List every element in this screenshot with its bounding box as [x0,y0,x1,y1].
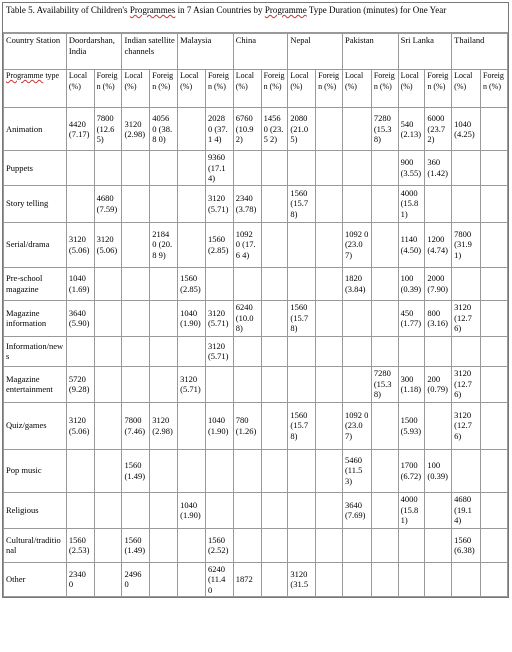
data-cell [94,336,122,366]
data-cell [178,562,206,597]
station-header: Indian satellite channels [122,34,178,70]
data-cell [342,366,371,402]
table-row [4,267,508,300]
data-cell [316,402,343,449]
row-label: Religious [4,492,67,528]
row-label: Pre-school magazine [4,267,67,300]
data-cell [150,151,178,186]
table-frame [2,2,509,598]
data-cell [178,336,206,366]
data-cell [481,528,508,562]
data-cell [288,222,316,267]
data-cell [261,528,288,562]
data-cell: 1560 (1.49) [122,449,150,492]
data-cell [316,151,343,186]
data-cell [481,562,508,597]
data-cell: 1040 (1.90) [178,300,206,336]
data-cell: 3120 (5.06) [94,222,122,267]
data-cell [205,492,233,528]
data-cell [425,492,452,528]
data-cell [261,185,288,222]
data-cell: 3120 (2.98) [122,108,150,151]
data-cell: 2000 (7.90) [425,267,452,300]
table-row [4,108,508,151]
data-cell [94,528,122,562]
availability-table [3,33,508,597]
table-row [4,562,508,597]
table-row [4,222,508,267]
data-cell: 800 (3.16) [425,300,452,336]
data-cell: 900 (3.55) [398,151,425,186]
data-cell [261,300,288,336]
data-cell [371,222,398,267]
data-cell: 3120 (12.7 6) [452,366,481,402]
data-cell: 6760 (10.9 2) [233,108,261,151]
data-cell: 1500 (5.93) [398,402,425,449]
data-cell [481,366,508,402]
local-header: Local (%) [398,70,425,108]
data-cell [233,528,261,562]
data-cell: 1092 0 (23.0 7) [342,222,371,267]
station-header: Pakistan [342,34,398,70]
data-cell [316,366,343,402]
data-cell: 4000 (15.8 1) [398,185,425,222]
data-cell: 1560 (1.49) [122,528,150,562]
data-cell [316,336,343,366]
data-cell [94,300,122,336]
data-cell [233,267,261,300]
data-cell: 1820 (3.84) [342,267,371,300]
data-cell [452,562,481,597]
data-cell: 1872 [233,562,261,597]
row-label: Quiz/games [4,402,67,449]
data-cell [481,300,508,336]
data-cell [425,336,452,366]
foreign-header: Foreign (%) [481,70,508,108]
data-cell [288,449,316,492]
data-cell [261,449,288,492]
station-header: Nepal [288,34,343,70]
data-cell [316,492,343,528]
data-cell [288,336,316,366]
data-cell [342,300,371,336]
data-cell: 5460 (11.5 3) [342,449,371,492]
data-cell: 3120 (5.71) [205,185,233,222]
row-label: Other [4,562,67,597]
data-cell: 4000 (15.8 1) [398,492,425,528]
data-cell [205,366,233,402]
data-cell [481,222,508,267]
data-cell [398,336,425,366]
data-cell: 1200 (4.74) [425,222,452,267]
data-cell: 450 (1.77) [398,300,425,336]
data-cell [316,222,343,267]
local-header: Local (%) [66,70,94,108]
data-cell [150,336,178,366]
data-cell: 2184 0 (20.8 9) [150,222,178,267]
local-header: Local (%) [233,70,261,108]
data-cell: 6000 (23.7 2) [425,108,452,151]
data-cell [342,336,371,366]
foreign-header: Foreign (%) [316,70,343,108]
station-header: Doordarshan, India [66,34,122,70]
data-cell [178,402,206,449]
caption-word-programme: Programme [264,5,307,15]
data-cell: 200 (0.79) [425,366,452,402]
data-cell [452,449,481,492]
data-cell: 3640 (7.69) [342,492,371,528]
data-cell [66,185,94,222]
data-cell: 1092 0 (23.0 7) [342,402,371,449]
data-cell [261,366,288,402]
data-cell: 4680 (19.1 4) [452,492,481,528]
data-cell [66,449,94,492]
data-cell: 1140 (4.50) [398,222,425,267]
table-row [4,492,508,528]
data-cell [178,185,206,222]
data-cell [122,267,150,300]
data-cell [205,449,233,492]
data-cell: 2496 0 [122,562,150,597]
data-cell: 540 (2.13) [398,108,425,151]
table-row [4,336,508,366]
data-cell: 1560 (2.85) [178,267,206,300]
data-cell: 780 (1.26) [233,402,261,449]
foreign-header: Foreign (%) [94,70,122,108]
data-cell [150,185,178,222]
data-cell [342,108,371,151]
data-cell [261,402,288,449]
data-cell: 9360 (17.1 4) [205,151,233,186]
data-cell: 7800 (31.9 1) [452,222,481,267]
data-cell: 1560 (2.52) [205,528,233,562]
data-cell: 100 (0.39) [398,267,425,300]
data-cell [122,151,150,186]
local-header: Local (%) [342,70,371,108]
data-cell [425,402,452,449]
row-label: Information/news [4,336,67,366]
data-cell [288,366,316,402]
caption-pre: Table 5. Availability of Children's [6,5,128,15]
data-cell [371,528,398,562]
table-row [4,449,508,492]
data-cell [371,562,398,597]
data-cell: 7800 (12.65) [94,108,122,151]
data-cell: 2340 (3.78) [233,185,261,222]
data-cell [371,151,398,186]
data-cell: 7280 (15.3 8) [371,366,398,402]
data-cell [316,267,343,300]
data-cell: 1040 (1.69) [66,267,94,300]
data-cell [178,528,206,562]
data-cell: 5720 (9.28) [66,366,94,402]
foreign-header: Foreign (%) [425,70,452,108]
data-cell [481,185,508,222]
data-cell: 3120 (5.71) [205,336,233,366]
data-cell [316,185,343,222]
data-cell [94,366,122,402]
data-cell: 4420 (7.17) [66,108,94,151]
data-cell [342,562,371,597]
data-cell [122,336,150,366]
data-cell [288,528,316,562]
data-cell: 1456 0 (23.5 2) [261,108,288,151]
data-cell [150,300,178,336]
data-cell [481,108,508,151]
data-cell [481,449,508,492]
data-cell: 1560 (15.7 8) [288,185,316,222]
data-cell: 4056 0 (38.8 0) [150,108,178,151]
data-cell [261,336,288,366]
row-label: Puppets [4,151,67,186]
programme-type-word: Programme [6,71,44,80]
data-cell [425,562,452,597]
data-cell [122,300,150,336]
data-cell [261,562,288,597]
data-cell [178,449,206,492]
data-cell [452,267,481,300]
data-cell [481,267,508,300]
data-cell [150,492,178,528]
table-row [4,300,508,336]
caption-word-programmes: Programmes [129,5,176,15]
data-cell: 7280 (15.3 8) [371,108,398,151]
data-cell: 3120 (31.5 [288,562,316,597]
table-caption [3,3,508,33]
station-header: Sri Lanka [398,34,452,70]
table-row [4,185,508,222]
data-cell [371,402,398,449]
data-cell: 1040 (1.90) [178,492,206,528]
data-cell: 2340 0 [66,562,94,597]
data-cell [122,366,150,402]
local-header: Local (%) [452,70,481,108]
caption-mid: in 7 Asian Countries by [177,5,263,15]
data-cell [425,185,452,222]
data-cell: 3120 (5.06) [66,222,94,267]
data-cell [371,185,398,222]
data-cell: 3120 (2.98) [150,402,178,449]
data-cell [66,151,94,186]
table-row [4,151,508,186]
data-cell: 7800 (7.46) [122,402,150,449]
data-cell [261,222,288,267]
data-cell: 1560 (2.85) [205,222,233,267]
data-cell [150,528,178,562]
foreign-header: Foreign (%) [205,70,233,108]
local-header: Local (%) [122,70,150,108]
data-cell: 4680 (7.59) [94,185,122,222]
data-cell [205,267,233,300]
table-row [4,402,508,449]
data-cell [288,151,316,186]
data-cell [342,528,371,562]
row-label: Pop music [4,449,67,492]
data-cell: 3120 (5.71) [178,366,206,402]
data-cell [233,151,261,186]
data-cell [342,185,371,222]
data-cell [481,402,508,449]
data-cell: 2028 0 (37.1 4) [205,108,233,151]
caption-post: Type Duration (minutes) for One Year [308,5,447,15]
data-cell [66,492,94,528]
data-cell [316,562,343,597]
data-cell [342,151,371,186]
row-label: Magazine information [4,300,67,336]
data-cell: 1560 (6.38) [452,528,481,562]
data-cell [425,528,452,562]
data-cell [452,151,481,186]
data-cell [94,562,122,597]
row-label: Serial/drama [4,222,67,267]
data-cell [316,108,343,151]
data-cell [150,267,178,300]
data-cell [94,449,122,492]
data-cell: 100 (0.39) [425,449,452,492]
data-cell [316,528,343,562]
data-cell [94,492,122,528]
row-label: Story telling [4,185,67,222]
data-cell [150,449,178,492]
data-cell: 1040 (4.25) [452,108,481,151]
data-cell [371,449,398,492]
data-cell [66,336,94,366]
data-cell [178,151,206,186]
data-cell: 1560 (15.7 8) [288,300,316,336]
data-cell: 1560 (15.7 8) [288,402,316,449]
data-cell: 1700 (6.72) [398,449,425,492]
data-cell [178,108,206,151]
data-cell: 1040 (1.90) [205,402,233,449]
table-row [4,528,508,562]
data-cell: 1560 (2.53) [66,528,94,562]
data-cell [178,222,206,267]
data-cell [371,336,398,366]
data-cell: 3120 (5.71) [205,300,233,336]
data-cell: 2080 (21.0 5) [288,108,316,151]
data-cell [233,336,261,366]
foreign-header: Foreign (%) [371,70,398,108]
programme-type-header: Programme type [4,70,67,108]
data-cell [371,300,398,336]
data-cell [288,267,316,300]
data-cell [233,366,261,402]
table-row [4,366,508,402]
row-label: Cultural/traditional [4,528,67,562]
data-cell [233,449,261,492]
data-cell: 6240 (10.0 8) [233,300,261,336]
data-cell [371,267,398,300]
data-cell [150,562,178,597]
data-cell: 1092 0 (17.6 4) [233,222,261,267]
local-header: Local (%) [288,70,316,108]
station-header: Thailand [452,34,508,70]
data-cell [398,528,425,562]
header-corner: Country Station [4,34,67,70]
data-cell [481,336,508,366]
data-cell [122,222,150,267]
data-cell [94,402,122,449]
data-cell [233,492,261,528]
data-cell [122,492,150,528]
data-cell [452,185,481,222]
data-cell: 3120 (5.06) [66,402,94,449]
data-cell [398,562,425,597]
data-cell [288,492,316,528]
data-cell [94,267,122,300]
data-cell [261,267,288,300]
data-cell: 3120 (12.7 6) [452,402,481,449]
data-cell [481,151,508,186]
local-header: Local (%) [178,70,206,108]
data-cell: 300 (1.18) [398,366,425,402]
station-header: Malaysia [178,34,234,70]
station-header: China [233,34,288,70]
data-cell: 360 (1.42) [425,151,452,186]
data-cell [452,336,481,366]
foreign-header: Foreign (%) [150,70,178,108]
data-cell [94,151,122,186]
row-label: Animation [4,108,67,151]
data-cell [316,300,343,336]
data-cell [481,492,508,528]
data-cell [316,449,343,492]
data-cell: 3640 (5.90) [66,300,94,336]
data-cell: 3120 (12.7 6) [452,300,481,336]
data-cell: 6240 (11.4 0 [205,562,233,597]
foreign-header: Foreign (%) [261,70,288,108]
data-cell [261,492,288,528]
data-cell [371,492,398,528]
data-cell [261,151,288,186]
row-label: Magazine entertainment [4,366,67,402]
data-cell [122,185,150,222]
data-cell [150,366,178,402]
